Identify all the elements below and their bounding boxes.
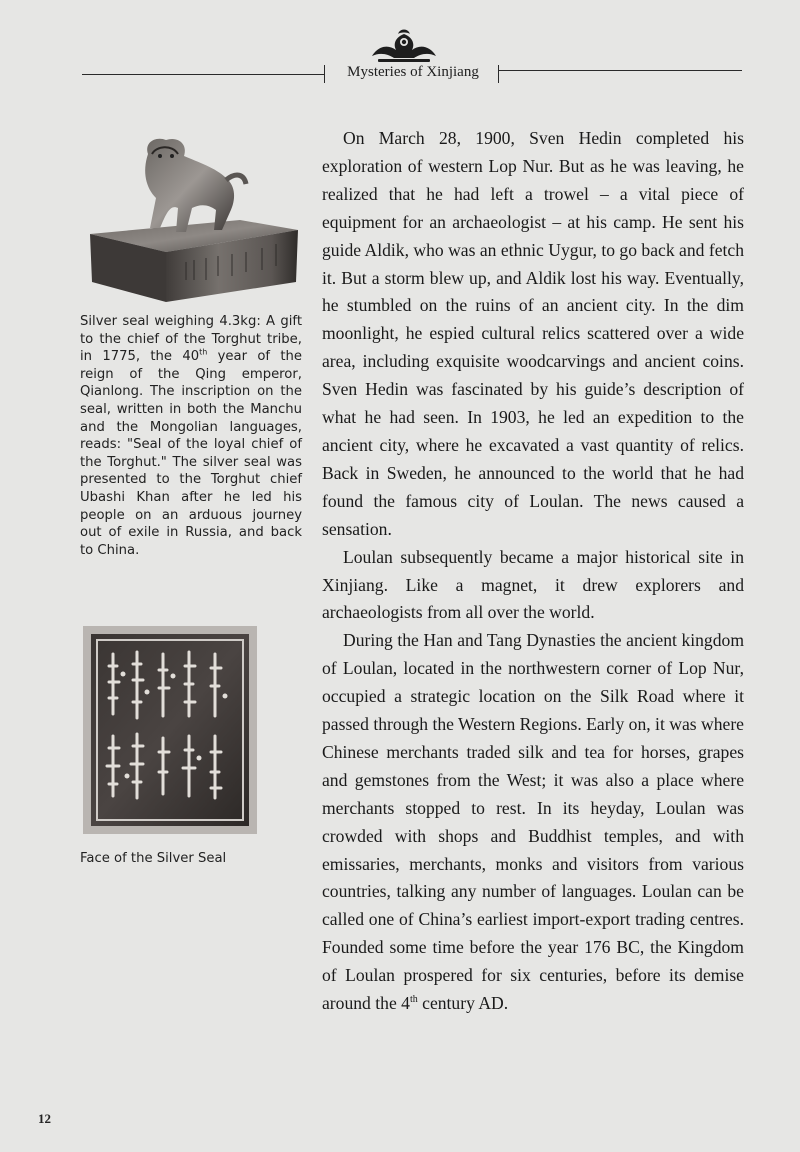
silver-seal-caption: Silver seal weighing 4.3kg: A gift to the chief of the Torghut tribe, in 1775, the 40th year of the reign of the Qing emperor, Qianlong. The inscription on the seal, written in both the Manchu and the Mongolian languages, reads: "Seal of the loyal chief of the Torghut." The silver seal was presented to the Torghut chief Ubashi Khan after he led his people on an arduous journey out of exile in Russia, and back to China. (80, 314, 302, 558)
silver-seal-photo (86, 132, 300, 304)
header-rule-right (499, 70, 742, 71)
article-body (322, 125, 744, 1018)
paragraph: On March 28, 1900, Sven Hedin completed his exploration of western Lop Nur. But as he was leaving, he realized that he had left a trowel – a vital piece of equipment for an archaeologist – at his camp. He sent his guide Aldik, who was an ethnic Uygur, to go back and fetch it. But a storm blew up, and Aldik lost his way. Eventually, he stumbled on the ruins of an ancient city. In the dim moonlight, he espied cultural relics scattered over a wide area, including exquisite woodcarvings and ancient coins. Sven Hedin was fascinated by his guide’s description of what he had seen. In 1903, he led an expedition to the ancient city, where he excavated a vast quantity of relics. Back in Sweden, he announced to the world that he had found the famous city of Loulan. The news caused a sensation. (322, 128, 744, 539)
decorative-ornament-icon (368, 26, 440, 64)
seal-face-caption: Face of the Silver Seal (80, 851, 227, 866)
paragraph: During the Han and Tang Dynasties the ancient kingdom of Loulan, located in the northwestern corner of Lop Nur, occupied a strategic location on the Silk Road where it passed through the Western Regions. Early on, it was where Chinese merchants traded silk and tea for horses, grapes and gemstones from the West; it was also a place where merchants stopped to rest. In its heyday, Loulan was crowded with shops and Buddhist temples, and with emissaries, merchants, monks and visitors from various countries, talking any number of languages. Loulan can be called one of China’s earliest import-export trading centres. Founded some time before the year 176 BC, the Kingdom of Loulan prospered for six centuries, before its demise around the 4th century AD. (322, 630, 744, 1014)
seal-face-photo (83, 626, 257, 834)
header-rule-left (82, 74, 324, 75)
running-title: Mysteries of Xinjiang (347, 64, 479, 80)
paragraph: Loulan subsequently became a major historical site in Xinjiang. Like a magnet, it drew explorers and archaeologists from all over the world. (322, 546, 744, 623)
header-divider-right (498, 65, 499, 83)
header-divider-left (324, 65, 325, 83)
page-number: 12 (38, 1111, 51, 1126)
